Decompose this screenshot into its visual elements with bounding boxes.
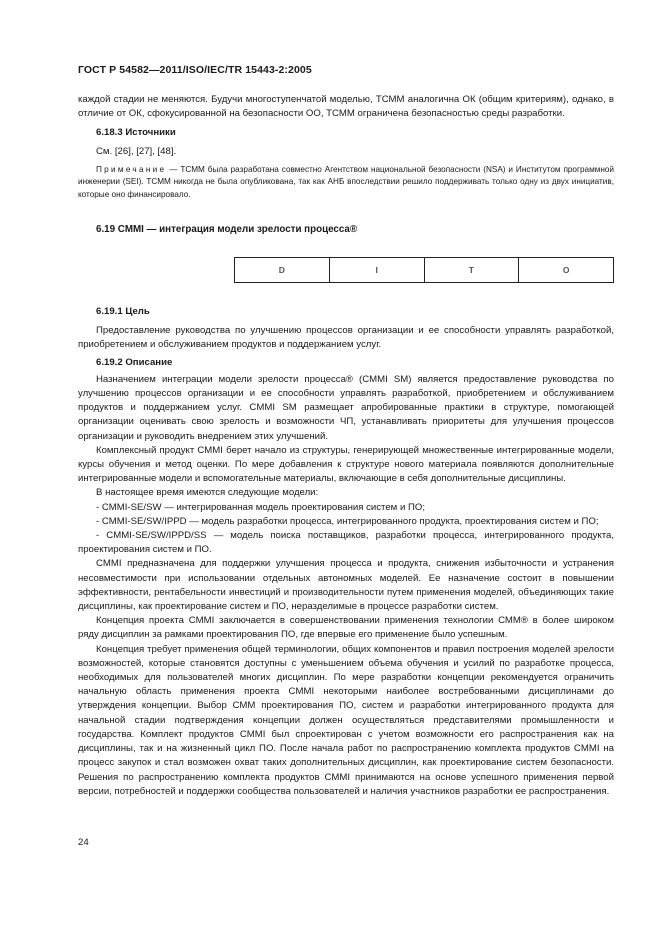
dito-cell-i: I	[330, 258, 425, 282]
main-body	[78, 305, 614, 799]
note-paragraph	[78, 164, 614, 201]
section-6-19-block	[78, 223, 614, 237]
note-label: Примечание	[96, 164, 167, 174]
model-list-item-2: - CMMI-SE/SW/IPPD — модель разработки процесса, интегрированного продукта, проектирования систем и ПО;	[96, 515, 599, 527]
top-block	[78, 93, 614, 201]
section-6-19-2-heading: 6.19.2 Описание	[96, 356, 173, 368]
section-6-19-1-text: Предоставление руководства по улучшению процессов организации и ее способности управлять разработкой, приобретением и обслуживанием продуктов и поддержанием услуг.	[78, 325, 614, 351]
model-list-item-1: - CMMI-SE/SW — интегрированная модель проектирования систем и ПО;	[96, 501, 425, 513]
continued-paragraph: каждой стадии не меняются. Будучи многоступенчатой моделью, ТСММ аналогична ОК (общим критериям), однако, в отличие от ОК, сфокусированной на безопасности ОО, ТСММ ограничена безопасностью среды разработки.	[78, 94, 614, 120]
section-6-18-3-heading: 6.18.3 Источники	[96, 127, 176, 139]
page-number: 24	[78, 837, 89, 848]
description-paragraph-3: В настоящее время имеются следующие модели:	[96, 487, 319, 499]
document-header: ГОСТ Р 54582—2011/ISO/IEC/TR 15443-2:2005	[78, 64, 312, 76]
description-paragraph-2: Комплексный продукт CMMI берет начало из структуры, генерирующей множественные интегрированные модели, курсы обучения и метод оценки. По мере добавления к структуре нового материала появляются дополнительные интегрированные модели и вспомогательные материалы, включающие в себя дополнительные дисциплины.	[78, 444, 614, 485]
description-paragraph-5: Концепция проекта CMMI заключается в совершенствовании применения технологии СММ® в более широком ряду дисциплин за рамками проектирования ПО, где впервые его применение было успешным.	[78, 615, 614, 641]
section-6-18-3-text: См. [26], [27], [48].	[96, 145, 177, 157]
dito-table	[234, 257, 614, 283]
description-paragraph-6: Концепция требует применения общей терминологии, общих компонентов и правил построения моделей зрелости возможностей, которые становятся доступны с уменьшением объема обучения и усилий по разработке процесса, необходимых для пользователей многих дисциплин. По мере разработки концепции рекомендуется ограничить начальную область применения проекта CMMI некоторыми наиболее востребованными дисциплинами до утверждения концепции. Выбор СММ проектирования ПО, систем и разработки интегрированного продукта для начальной стадии подтверждения концепции должен осуществляться представителями промышленности и государства. Комплект продуктов CMMI был спроектирован с учетом возможности его распространения как на дисциплины, так и на жизненный цикл ПО. После начала работ по распространению комплекта продуктов CMMI на процесс закупок и стал возможен охват таких дополнительных дисциплин, как проектирование систем безопасности. Решения по распространению комплекта продуктов CMMI принимаются на основе успешного применения первой версии, потребностей и поддержки сообщества пользователей и наличия участников разработки ее распространения.	[78, 643, 614, 797]
dito-cell-t: T	[425, 258, 520, 282]
dito-cell-o: O	[562, 265, 570, 275]
dito-cell-d: D	[235, 258, 330, 282]
section-6-19-1-heading: 6.19.1 Цель	[96, 306, 150, 317]
description-paragraph-4: CMMI предназначена для поддержки улучшения процесса и продукта, снижения избыточности и устранения несовместимости при использовании отдельных автономных моделей. Ее назначение состоит в повышении эффективности, рентабельности инвестиций и производительности путем применения моделей, объединяющих такие дисциплины, как проектирование систем и ПО, неразделимые в процессе разработки систем.	[78, 558, 614, 613]
model-list-item-3: - CMMI-SE/SW/IPPD/SS — модель поиска поставщиков, разработки процесса, интегрированного продукта, проектирования систем и ПО.	[78, 530, 614, 556]
note-text: — ТСММ была разработана совместно Агентством национальной безопасности (NSA) и Институтом программной инженерии (SEI). ТСММ никогда не была опубликована, так как АНБ впоследствии решило поддерживать только одну из двух инициатив, которые оно финансировало.	[78, 164, 614, 199]
section-6-19-heading: 6.19 CMMI — интеграция модели зрелости процесса®	[96, 224, 358, 235]
description-paragraph-1: Назначением интеграции модели зрелости процесса® (CMMI SM) является предоставление руководства по улучшению процессов организации и ее способности управлять разработкой, приобретением и обслуживанием продуктов и поддержанием услуг. CMMI SM размещает апробированные практики в структуре, помогающей организации оценивать свою зрелость и возможности ЧП, устанавливать приоритеты для улучшения процессов организации и руководить внедрением этих улучшений.	[78, 373, 614, 442]
